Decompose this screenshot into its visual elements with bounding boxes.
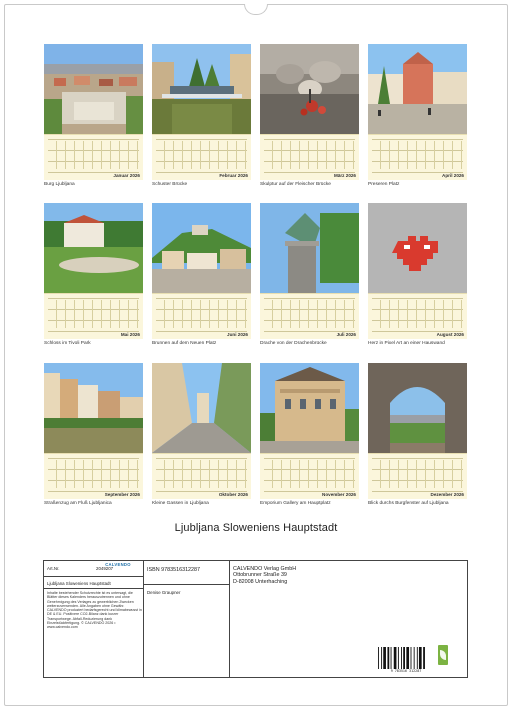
art-nr-label: Art.Nr.: [47, 566, 60, 571]
month-photo: [260, 203, 359, 293]
photo-caption: Herz in Pixel Art an einer Hauswand: [368, 341, 445, 346]
month-photo: [368, 203, 467, 293]
month-card: [368, 44, 467, 194]
month-name: Juni 2026: [227, 332, 248, 337]
month-photo: [44, 203, 143, 293]
calendar-grid: [152, 293, 251, 339]
month-name: August 2026: [436, 332, 464, 337]
barcode-bar: [417, 647, 418, 669]
photo-caption: Schloss im Tivoli Park: [44, 341, 91, 346]
barcode-bar: [401, 647, 402, 669]
month-photo: [152, 363, 251, 453]
month-name: März 2026: [334, 173, 356, 178]
barcode-bar: [387, 647, 389, 669]
month-name: Oktober 2026: [218, 492, 248, 497]
calendar-grid: [44, 453, 143, 499]
product-info-box: [43, 560, 468, 678]
month-name: Mai 2026: [120, 332, 140, 337]
barcode-bar: [383, 647, 386, 669]
calendar-title: Ljubljana Sloweniens Hauptstadt: [174, 522, 338, 534]
info-column-right: [230, 561, 468, 677]
month-card: [368, 203, 467, 353]
month-card: [152, 203, 251, 353]
calendar-grid: [152, 453, 251, 499]
photo-caption: Preseren Platz: [368, 182, 400, 187]
month-card: [368, 363, 467, 513]
publisher-city: D-82008 Unterhaching: [233, 578, 288, 585]
photo-caption: Burg Ljubljana: [44, 182, 75, 187]
photo-caption: Skulptur auf der Fleischer Brücke: [260, 182, 331, 187]
photo-caption: Schuster Brücke: [152, 182, 188, 187]
month-photo: [260, 363, 359, 453]
month-photo: [152, 44, 251, 134]
photo-caption: Straßenzug am Fluß Ljubljanica: [44, 501, 112, 506]
calvendo-logo: CALVENDO: [105, 562, 131, 567]
photo-caption: Emporium Gallery am Hauptplatz: [260, 501, 331, 506]
barcode-bar: [391, 647, 392, 669]
month-photo: [44, 44, 143, 134]
art-nr: 2049207: [96, 566, 114, 571]
divider: [44, 576, 144, 577]
month-name: April 2026: [442, 173, 464, 178]
barcode-bar: [419, 647, 422, 669]
barcode-icon: [378, 647, 434, 671]
month-photo: [260, 44, 359, 134]
month-card: [260, 203, 359, 353]
barcode-number: 9 783516 312287: [390, 669, 422, 673]
month-card: [44, 44, 143, 194]
month-card: [44, 363, 143, 513]
calendar-grid: [152, 134, 251, 180]
calendar-grid: [44, 134, 143, 180]
month-photo: [44, 363, 143, 453]
calendar-grid: [260, 293, 359, 339]
publisher-address: [233, 566, 296, 585]
barcode-bar: [406, 647, 409, 669]
info-column-middle: [144, 561, 230, 677]
photo-caption: Drache von der Drachenbrücke: [260, 341, 327, 346]
calendar-grid: [260, 134, 359, 180]
month-name: September 2026: [104, 492, 140, 497]
month-card: [152, 44, 251, 194]
month-card: [44, 203, 143, 353]
month-card: [152, 363, 251, 513]
eco-leaf-icon: [438, 645, 448, 665]
barcode-bar: [414, 647, 415, 669]
month-card: [260, 44, 359, 194]
barcode-bar: [411, 647, 412, 669]
month-photo: [368, 363, 467, 453]
calendar-grid: [368, 134, 467, 180]
publisher-name: CALVENDO Verlag GmbH: [233, 566, 297, 572]
barcode-bar: [378, 647, 379, 669]
calendar-grid: [368, 453, 467, 499]
author: Denise Graupner: [147, 590, 181, 595]
barcode-bar: [381, 647, 382, 669]
photo-caption: Kleine Gassen in Ljubljana: [152, 501, 209, 506]
barcode-bar: [403, 647, 405, 669]
month-photo: [368, 44, 467, 134]
photo-caption: Brunnen auf dem Neuen Platz: [152, 341, 217, 346]
barcode-bar: [394, 647, 397, 669]
info-column-left: [44, 561, 144, 677]
month-name: Juli 2026: [336, 332, 356, 337]
month-card: [260, 363, 359, 513]
divider: [144, 584, 230, 585]
month-name: Januar 2026: [113, 173, 140, 178]
calendar-grid: [368, 293, 467, 339]
calendar-grid: [44, 293, 143, 339]
calendar-grid: [260, 453, 359, 499]
publisher-street: Ottobrunner Straße 39: [233, 572, 287, 579]
isbn: ISBN 9783516312287: [147, 567, 201, 573]
month-name: Dezember 2026: [430, 492, 464, 497]
barcode-bar: [398, 647, 399, 669]
month-photo: [152, 203, 251, 293]
legal-text: Inhalte bestehender Schutzrechte ist es untersagt, die Blätter dieses Kalenders herauszutrennen und ohne Genehmigung des Verlages zu gewerblichen Zwecken weiterzuverwenden. Alle Angaben ohne Gewähr. CALVENDO produziert bedarfsgerecht und klimabewusst in DE & EU. Positivere CO2-Bilanz dank kurzer Transportwege. Abfall-Reduzierung dank Einzelstückfertigung. © CALVENDO 2026 • www.calvendo.com: [47, 591, 142, 630]
photo-caption: Blick durchs Burgfenster auf Ljubljana: [368, 501, 449, 506]
barcode-bar: [423, 647, 425, 669]
month-name: November 2026: [322, 492, 356, 497]
month-name: Februar 2026: [219, 173, 248, 178]
divider: [44, 588, 144, 589]
product-name: Ljubljana Sloweniens Hauptstadt: [47, 581, 111, 586]
